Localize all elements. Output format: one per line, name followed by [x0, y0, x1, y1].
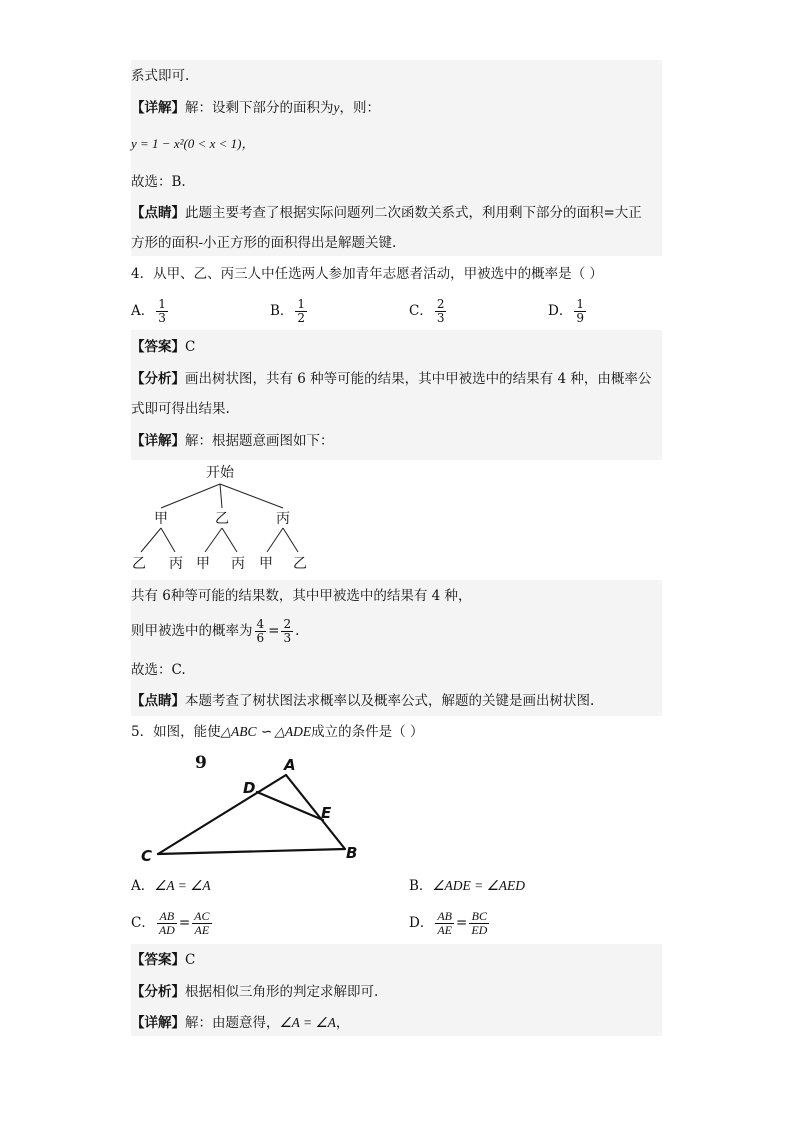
shade-block1	[131, 60, 662, 256]
fraction-num: AB	[437, 909, 452, 923]
tree-leaf: 甲	[196, 556, 210, 572]
fraction-den: 3	[158, 311, 166, 325]
figure-number: 9	[195, 753, 207, 773]
tree-node-bing: 丙	[276, 511, 290, 527]
fraction	[281, 618, 293, 645]
note-line-2: 方形的面积-小正方形的面积得出是解题关键.	[131, 235, 397, 251]
answer-value: C	[185, 339, 196, 355]
detail-tag: 【详解】	[131, 433, 185, 449]
q5-option-c	[131, 910, 214, 937]
fraction	[192, 910, 211, 937]
detail-text: 解：由题意得，	[185, 1015, 280, 1031]
note-tag: 【点睛】	[131, 205, 185, 221]
var-y: y	[333, 100, 340, 115]
fraction	[435, 298, 447, 325]
period: .	[295, 623, 300, 639]
fraction-den: 9	[576, 311, 584, 325]
fraction-den: 2	[297, 311, 306, 325]
answer-tag: 【答案】	[131, 952, 185, 968]
answer-value: C	[185, 952, 196, 968]
tree-root: 开始	[206, 465, 234, 481]
option-letter: C．	[131, 915, 155, 931]
vertex-e: E	[321, 804, 332, 822]
stem-math: △ABC ∽ △ADE	[220, 724, 312, 739]
fraction-num: AB	[157, 910, 177, 924]
option-letter: A．	[131, 303, 155, 319]
equals: =	[268, 623, 280, 639]
option-letter: D．	[548, 303, 573, 319]
fraction-den: AE	[194, 923, 210, 937]
q4-answer	[131, 337, 195, 357]
q4-result-1: 共有 6种等可能的结果数，其中甲被选中的结果有 4 种，	[131, 588, 472, 604]
option-math: ∠ADE = ∠AED	[432, 878, 525, 893]
fraction-den: AD	[158, 923, 175, 937]
analysis-tag: 【分析】	[131, 371, 185, 387]
q5-answer	[131, 950, 195, 970]
fraction	[156, 298, 168, 325]
fraction-num: 4	[256, 617, 265, 631]
fraction-den: 6	[256, 631, 265, 645]
fraction-num: 1	[158, 297, 166, 311]
note-text: 本题考查了树状图法求概率以及概率公式，解题的关键是画出树状图.	[185, 693, 595, 709]
tree-leaf: 乙	[132, 556, 146, 572]
vertex-d: D	[243, 779, 256, 797]
fraction-num: 1	[297, 297, 306, 311]
detail-line	[131, 98, 380, 118]
note-text: 此题主要考查了根据实际问题列二次函数关系式，利用剩下部分的面积=大正	[185, 205, 642, 221]
q5-analysis	[131, 982, 378, 1002]
detail-math: ∠A = ∠A	[279, 1015, 336, 1030]
q5-detail	[131, 1013, 349, 1033]
q4-choose: 故选：C.	[131, 662, 186, 678]
q4-note	[131, 691, 594, 711]
fraction-den: AE	[437, 923, 452, 937]
tree-leaf: 丙	[169, 556, 183, 572]
option-letter: B．	[409, 878, 433, 894]
stem-post: 成立的条件是（ ）	[311, 724, 424, 740]
tree-leaf: 甲	[259, 556, 273, 572]
fraction-den: 3	[436, 311, 445, 325]
fraction-num: 2	[283, 617, 292, 631]
equals: =	[178, 915, 191, 931]
note-tag: 【点睛】	[131, 693, 185, 709]
triangle-figure	[131, 748, 371, 870]
result-text: 则甲被选中的概率为	[131, 623, 253, 639]
analysis-text: 根据相似三角形的判定求解即可.	[185, 984, 379, 1000]
option-letter: C．	[409, 303, 433, 319]
fraction	[255, 618, 267, 645]
equals: =	[456, 915, 468, 931]
fraction-num: AC	[194, 909, 210, 923]
q4-stem: 4．从甲、乙、丙三人中任选两人参加青年志愿者活动，甲被选中的概率是（ ）	[131, 266, 603, 282]
q5-option-a	[131, 876, 211, 896]
tree-node-yi: 乙	[215, 511, 229, 527]
q5-stem	[131, 722, 423, 742]
fraction-num: BC	[469, 910, 489, 924]
detail-end: ，则：	[339, 100, 380, 116]
q4-option-d	[548, 298, 588, 325]
detail-tag: 【详解】	[131, 100, 185, 116]
tree-leaf: 乙	[293, 556, 307, 572]
fraction-num: 1	[576, 297, 584, 311]
option-letter: A．	[131, 878, 155, 894]
q4-analysis-2: 式即可得出结果.	[131, 401, 230, 417]
q5-option-d	[409, 910, 491, 937]
option-letter: B．	[270, 303, 294, 319]
tree-leaf: 丙	[231, 556, 245, 572]
q4-option-c	[409, 298, 448, 325]
detail-tag: 【详解】	[131, 1015, 185, 1031]
q4-option-a	[131, 298, 170, 325]
option-math: ∠A = ∠A	[154, 878, 211, 893]
stem-pre: 5．如图，能使	[131, 724, 221, 740]
detail-text: 解：根据题意画图如下：	[185, 433, 334, 449]
fraction	[469, 910, 489, 937]
detail-end: ，	[335, 1015, 350, 1031]
formula-line: y = 1 − x²(0 < x < 1)，	[131, 136, 255, 151]
fraction-den: 3	[283, 631, 292, 645]
fraction	[435, 910, 454, 937]
vertex-c: C	[141, 847, 153, 865]
vertex-a: A	[284, 756, 296, 774]
choose-line: 故选：B.	[131, 174, 186, 190]
fraction	[574, 298, 586, 325]
tree-node-jia: 甲	[154, 511, 168, 527]
option-letter: D．	[409, 915, 434, 931]
q5-option-b	[409, 876, 525, 896]
detail-text: 解：设剩下部分的面积为	[185, 100, 334, 116]
analysis-text: 画出树状图，共有 6 种等可能的结果，其中甲被选中的结果有 4 种，由概率公	[185, 371, 652, 387]
fraction	[295, 298, 307, 325]
tree-diagram	[131, 460, 311, 574]
q4-detail	[131, 431, 334, 451]
q4-result-2	[131, 618, 299, 645]
text-line: 系式即可.	[131, 68, 190, 84]
q4-analysis	[131, 369, 651, 389]
fraction-den: ED	[471, 923, 488, 937]
answer-tag: 【答案】	[131, 339, 185, 355]
fraction	[157, 910, 177, 937]
q4-option-b	[270, 298, 309, 325]
vertex-b: B	[346, 844, 358, 862]
fraction-num: 2	[436, 297, 445, 311]
analysis-tag: 【分析】	[131, 984, 185, 1000]
note-line	[131, 203, 642, 223]
